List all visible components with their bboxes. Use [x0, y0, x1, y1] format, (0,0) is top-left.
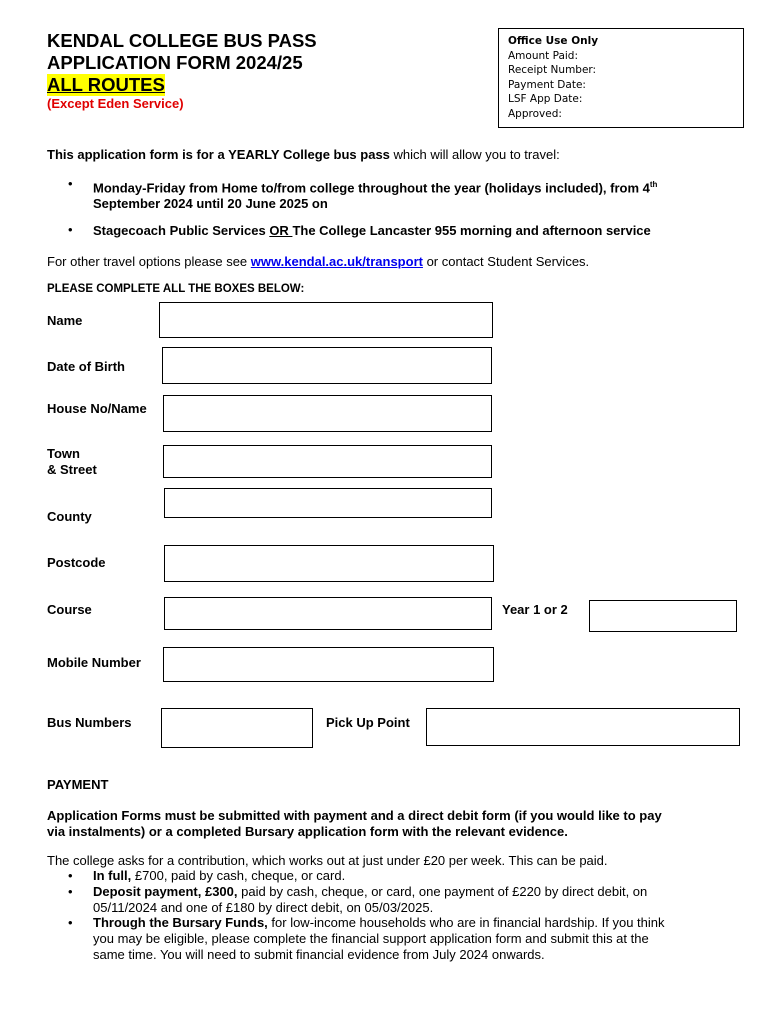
- travel-bullet-2: [93, 223, 743, 239]
- town-label-line2: & Street: [47, 462, 97, 477]
- bus-numbers-label: Bus Numbers: [47, 715, 132, 730]
- postcode-label: Postcode: [47, 555, 106, 570]
- town-label-line1: Town: [47, 446, 80, 461]
- county-label: County: [47, 509, 92, 524]
- mobile-label: Mobile Number: [47, 655, 141, 670]
- complete-heading: PLEASE COMPLETE ALL THE BOXES BELOW:: [47, 283, 305, 295]
- intro-rest: which will allow you to travel:: [389, 147, 560, 162]
- office-use-box: [498, 28, 744, 128]
- bullet-dot: •: [68, 915, 73, 930]
- title-line-1: KENDAL COLLEGE BUS PASS: [47, 30, 317, 51]
- form-title: [47, 30, 317, 74]
- all-routes-highlight: ALL ROUTES: [47, 74, 165, 95]
- office-heading: Office Use Only: [508, 35, 599, 47]
- name-input[interactable]: [159, 302, 493, 338]
- postcode-input[interactable]: [164, 545, 494, 582]
- bursary-bold: Through the Bursary Funds,: [93, 915, 268, 930]
- pickup-label: Pick Up Point: [326, 715, 410, 730]
- intro-text: [47, 147, 560, 163]
- or-underlined: OR: [269, 223, 293, 238]
- office-row: Receipt Number:: [508, 64, 597, 77]
- office-row: LSF App Date:: [508, 93, 583, 106]
- transport-link[interactable]: www.kendal.ac.uk/transport: [250, 254, 423, 269]
- payment-option-bursary: [93, 915, 753, 963]
- full-rest: £700, paid by cash, cheque, or card.: [131, 868, 346, 883]
- title-line-2: APPLICATION FORM 2024/25: [47, 52, 303, 73]
- deposit-rest-line2: 05/11/2024 and one of £180 by direct debit, on 05/03/2025.: [93, 900, 434, 915]
- bullet-dot: •: [68, 884, 73, 899]
- office-row: Amount Paid:: [508, 49, 579, 62]
- office-row: Payment Date:: [508, 78, 586, 91]
- other-post: or contact Student Services.: [422, 254, 590, 269]
- county-input[interactable]: [164, 488, 492, 518]
- payment-notice-line2: via instalments) or a completed Bursary application form with the relevant evidence.: [47, 824, 568, 839]
- payment-option-deposit: [93, 884, 743, 916]
- pickup-input[interactable]: [426, 708, 740, 746]
- travel-bullet-1-line2: September 2024 until 20 June 2025 on: [93, 196, 328, 212]
- other-options-text: [47, 254, 589, 270]
- bullet-dot: •: [68, 868, 73, 883]
- travel-bullet-1-text: Monday-Friday from Home to/from college throughout the year (holidays included), from 4: [93, 180, 650, 196]
- dob-label: Date of Birth: [47, 359, 125, 374]
- town-label: [47, 446, 97, 478]
- house-label: House No/Name: [47, 401, 147, 416]
- ordinal-suffix: th: [649, 180, 658, 189]
- bus-numbers-input[interactable]: [161, 708, 313, 748]
- town-street-input[interactable]: [163, 445, 492, 478]
- payment-heading: PAYMENT: [47, 777, 109, 792]
- bursary-rest-line2: you may be eligible, please complete the financial support application form and submit this at the: [93, 931, 649, 946]
- bursary-rest-line3: same time. You will need to submit financial evidence from July 2024 onwards.: [93, 947, 545, 962]
- bullet-dot: •: [68, 222, 73, 237]
- payment-notice-line1: Application Forms must be submitted with payment and a direct debit form (if you would like to pay: [47, 808, 662, 823]
- except-note: (Except Eden Service): [47, 96, 184, 111]
- intro-bold: This application form is for a YEARLY College bus pass: [47, 147, 390, 162]
- travel-bullet-2-text: Stagecoach Public Services: [93, 223, 270, 238]
- bursary-rest: for low-income households who are in financial hardship. If you think: [267, 915, 665, 930]
- other-pre: For other travel options please see: [47, 254, 251, 269]
- house-input[interactable]: [163, 395, 492, 432]
- dob-input[interactable]: [162, 347, 492, 384]
- travel-bullet-2-rest: The College Lancaster 955 morning and afternoon service: [292, 223, 651, 238]
- payment-notice: [47, 808, 747, 840]
- course-input[interactable]: [164, 597, 492, 630]
- deposit-bold: Deposit payment, £300,: [93, 884, 238, 899]
- travel-bullet-1: [93, 177, 733, 212]
- year-label: Year 1 or 2: [502, 602, 568, 617]
- full-bold: In full,: [93, 868, 132, 883]
- deposit-rest: paid by cash, cheque, or card, one payment of £220 by direct debit, on: [237, 884, 648, 899]
- mobile-input[interactable]: [163, 647, 494, 682]
- contribution-text: The college asks for a contribution, which works out at just under £20 per week. This can be paid.: [47, 853, 608, 868]
- course-label: Course: [47, 602, 92, 617]
- payment-option-full: [93, 868, 345, 884]
- bullet-dot: •: [68, 176, 73, 191]
- year-input[interactable]: [589, 600, 737, 632]
- name-label: Name: [47, 313, 83, 328]
- office-row: Approved:: [508, 107, 562, 120]
